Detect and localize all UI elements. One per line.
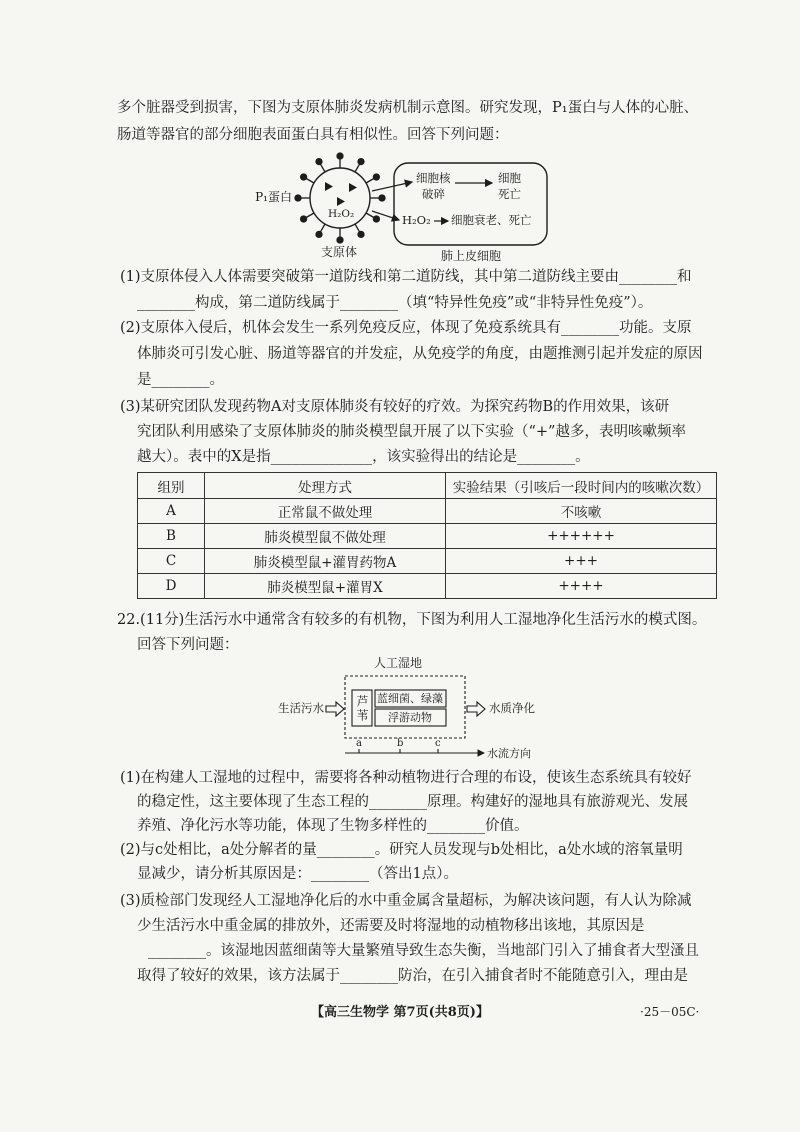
header-result: 实验结果（引咳后一段时间内的咳嗽次数）	[446, 473, 717, 499]
p1-protein-label: P₁蛋白	[255, 190, 292, 204]
q22-part2-line-1: (2)与c处相比，a处分解者的量________。研究人员发现与b处相比，a处水域的溶氧量明	[120, 842, 683, 858]
table-row	[138, 499, 717, 524]
sewage-input-label: 生活污水	[278, 701, 324, 715]
table-row	[138, 524, 717, 549]
h2o2-inner-label: H₂O₂	[328, 208, 355, 220]
point-a-label: a	[356, 738, 362, 749]
q22-part2-line-2: 显减少，请分析其原因是：________（答出1点）。	[137, 866, 458, 882]
treatment-cell: 肺炎模型鼠+灌胃药物A	[205, 549, 446, 574]
group-cell: D	[138, 574, 205, 599]
group-cell: A	[138, 499, 205, 524]
result-cell: +++	[446, 549, 717, 574]
surface-spikes	[295, 153, 385, 243]
group-cell: C	[138, 549, 205, 574]
algae-label: 蓝细菌、绿藻	[377, 692, 443, 705]
zooplankton-label: 浮游动物	[388, 711, 432, 724]
paper-code: ·25－05C·	[640, 1005, 700, 1019]
q22-stem-line-2: 回答下列问题：	[137, 637, 239, 653]
wetland-title: 人工湿地	[374, 656, 423, 670]
table-row	[138, 574, 717, 599]
reed-label: 芦苇	[355, 695, 369, 723]
q21-part2-line-2: 体肺炎可引发心脏、肠道等器官的并发症，从免疫学的角度，由题推测引起并发症的原因	[137, 346, 703, 362]
q22-part1-line-2: 的稳定性，这主要体现了生态工程的________原理。构建好的湿地具有旅游观光、发展	[137, 794, 688, 810]
outflow-arrow	[467, 702, 485, 716]
mycoplasma-cell	[295, 153, 385, 243]
q22-part3-line-1: (3)质检部门发现经人工湿地净化后的水中重金属含量超标，为解决该问题，有人认为除减	[120, 893, 692, 909]
inflow-arrow	[326, 702, 344, 716]
sampling-point-ticks	[359, 749, 438, 753]
result-cell: ++++	[446, 574, 717, 599]
result-cell: ++++++	[446, 524, 717, 549]
experiment-table	[137, 472, 717, 599]
intro-line-2: 肠道等器官的部分细胞表面蛋白具有相似性。回答下列问题：	[117, 127, 509, 143]
q21-part3-line-3: 越大）。表中的X是指______________，该实验得出的结论是________。	[137, 449, 590, 465]
purified-water-label: 水质净化	[489, 701, 535, 715]
q22-part3-line-2: 少生活污水中重金属的排放外，还需要及时将湿地的动植物移出该地，其原因是	[137, 918, 645, 934]
cell-death-label-line-2: 死亡	[498, 187, 521, 201]
header-group: 组别	[138, 473, 205, 499]
q22-stem-line-1: 22.(11分)生活污水中通常含有较多的有机物，下图为利用人工湿地净化生活污水的模式图。	[117, 612, 707, 628]
table-header-row	[138, 473, 717, 499]
q21-part1-line-1: (1)支原体侵入人体需要突破第一道防线和第二道防线，其中第二道防线主要由________和	[120, 269, 692, 285]
q22-part3-line-3: ________。该湿地因蓝细菌等大量繁殖导致生态失衡，当地部门引入了捕食者大型溞且	[148, 943, 699, 959]
q22-part3-line-4: 取得了较好的效果，该方法属于________防治，在引入捕食者时不能随意引入，理由是	[137, 968, 688, 984]
mycoplasma-mechanism-diagram	[240, 148, 570, 268]
treatment-cell: 正常鼠不做处理	[205, 499, 446, 524]
q21-part3-line-2: 究团队利用感染了支原体肺炎的肺炎模型鼠开展了以下实验（“+”越多，表明咳嗽频率	[137, 424, 686, 440]
page-footer: 【高三生物学 第7页(共8页)】	[311, 1005, 489, 1020]
result-cell: 不咳嗽	[446, 499, 717, 524]
point-c-label: c	[435, 738, 441, 749]
h2o2-cell-label: H₂O₂	[402, 213, 431, 227]
flow-direction-label: 水流方向	[487, 747, 531, 760]
q21-part2-line-3: 是________。	[137, 372, 224, 388]
nucleus-label-line-1: 细胞核	[416, 171, 451, 185]
header-treatment: 处理方式	[205, 473, 446, 499]
q21-part1-line-2: ________构成，第二道防线属于________（填“特异性免疫”或“非特异性免疫”）。	[137, 295, 653, 311]
aging-death-label: 细胞衰老、死亡	[451, 213, 532, 227]
q21-part2-line-1: (2)支原体入侵后，机体会发生一系列免疫反应，体现了免疫系统具有________功能。支原	[120, 320, 692, 336]
q22-part1-line-3: 养殖、净化污水等功能，体现了生物多样性的________价值。	[137, 818, 529, 834]
intro-line-1: 多个脏器受到损害，下图为支原体肺炎发病机制示意图。研究发现，P₁蛋白与人体的心脏、	[117, 100, 699, 116]
table-row	[138, 549, 717, 574]
nucleus-label-line-2: 破碎	[422, 187, 445, 201]
group-cell: B	[138, 524, 205, 549]
toxin-triangles	[325, 182, 357, 206]
cell-death-label-line-1: 细胞	[498, 171, 521, 185]
lung-cell-label: 肺上皮细胞	[441, 249, 502, 263]
mycoplasma-label: 支原体	[321, 245, 358, 259]
q22-part1-line-1: (1)在构建人工湿地的过程中，需要将各种动植物进行合理的布设，使该生态系统具有较好	[120, 770, 692, 786]
treatment-cell: 肺炎模型鼠不做处理	[205, 524, 446, 549]
point-b-label: b	[397, 738, 404, 749]
treatment-cell: 肺炎模型鼠+灌胃X	[205, 574, 446, 599]
q21-part3-line-1: (3)某研究团队发现药物A对支原体肺炎有较好的疗效。为探究药物B的作用效果，该研	[120, 399, 670, 415]
